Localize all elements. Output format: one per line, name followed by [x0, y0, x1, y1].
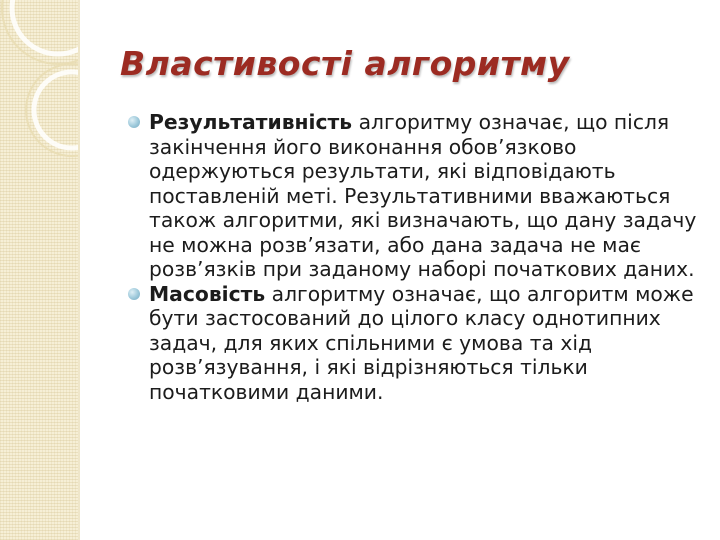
- bullet-dot-icon: [128, 288, 140, 300]
- bullet-item-result: [128, 110, 700, 282]
- ring-ornament-icon: [0, 0, 78, 540]
- description-mass: алгоритму означає, що алгоритм може бути застосований до цілого класу однотипних задач, для яких спільними є умова та хід розв’язування, і які відрізняються тільки початковими даними.: [149, 281, 694, 404]
- bullet-item-mass: [128, 282, 700, 405]
- term-result: Результативність: [149, 110, 353, 134]
- slide-title: Властивості алгоритму: [120, 44, 570, 83]
- term-mass: Масовість: [149, 281, 266, 306]
- strip-divider: [78, 0, 80, 540]
- description-result: алгоритму означає, що після закінчення його виконання обов’язково одержуються результати, які відповідають поставленій меті. Результативними вважаються також алгоритми, які визначають, що дану задачу не можна розв’язати, або дана задача не має розв’язків при заданому наборі початкових даних.: [149, 110, 697, 281]
- bullet-list: [128, 110, 700, 404]
- decorative-side-strip: [0, 0, 78, 540]
- bullet-dot-icon: [128, 116, 140, 128]
